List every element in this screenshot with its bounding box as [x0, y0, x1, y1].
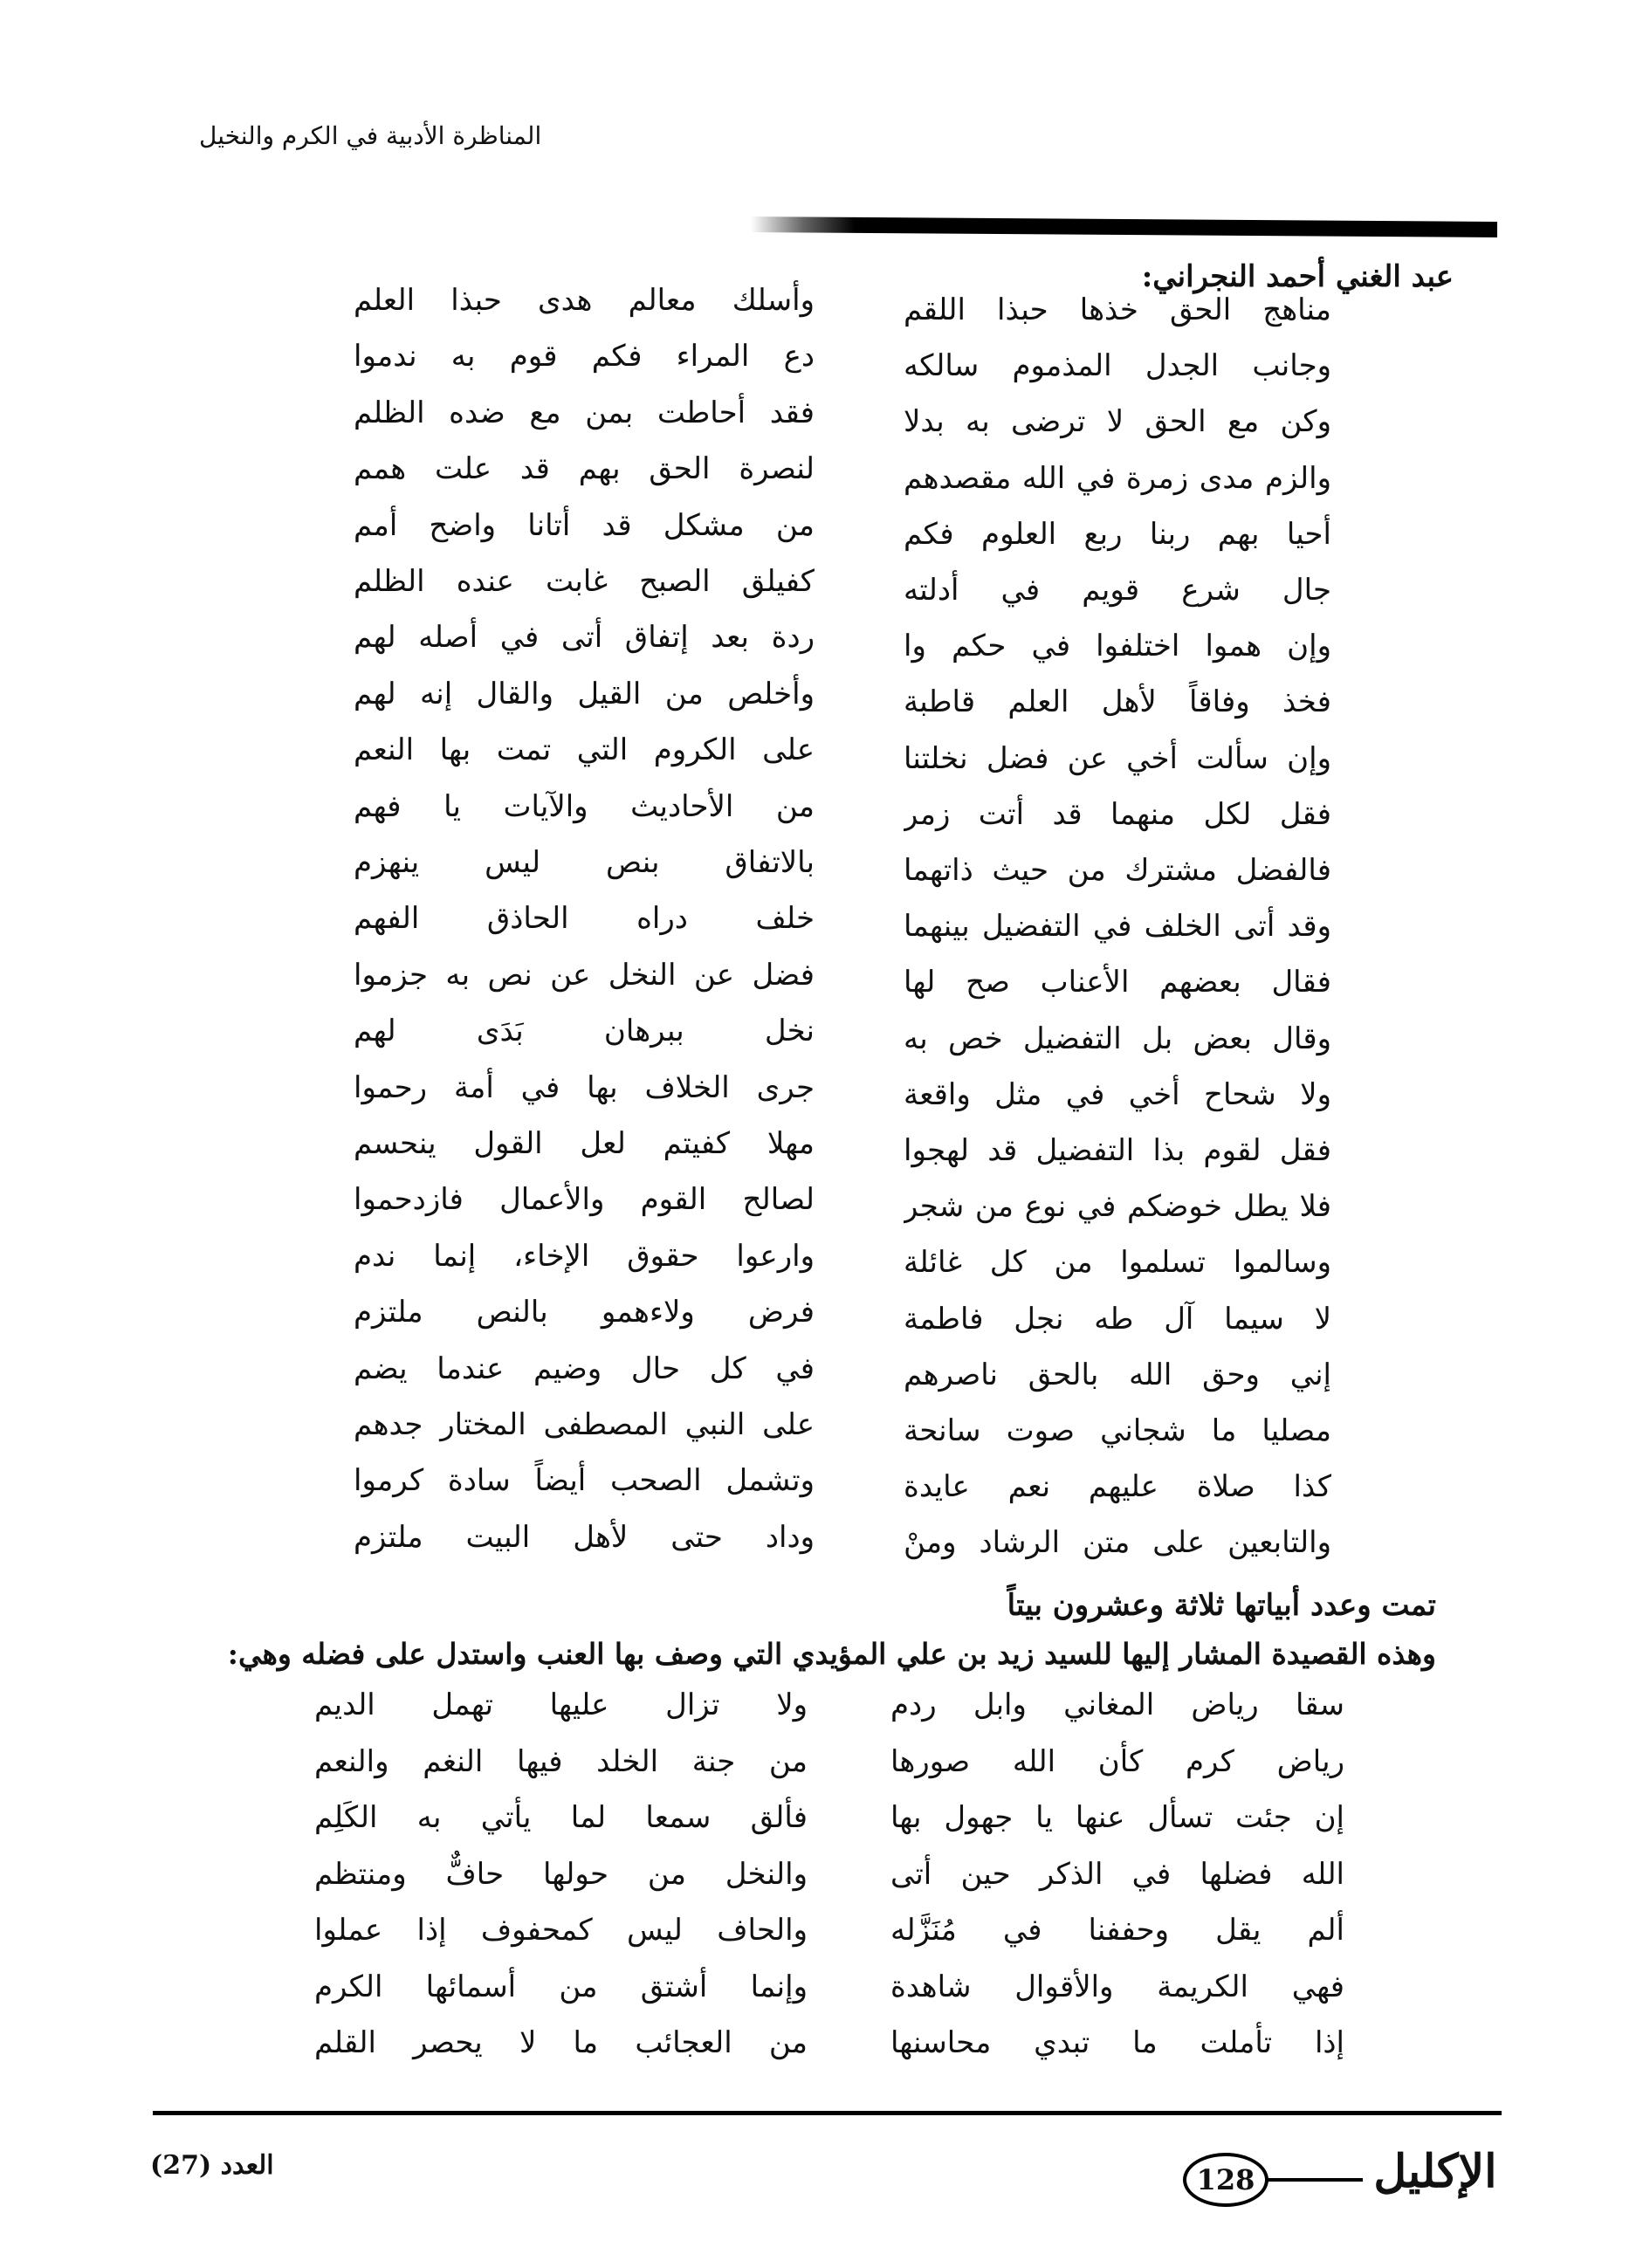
verse-line: وارعوا حقوق الإخاء، إنما ندم — [354, 1238, 815, 1274]
page-number: 128 — [1183, 2153, 1268, 2207]
verse-line: وداد حتى لأهل البيت ملتزم — [354, 1519, 815, 1555]
verse-line: إني وحق الله بالحق ناصرهم — [904, 1357, 1331, 1392]
verse-line: وكن مع الحق لا ترضى به بدلا — [904, 404, 1331, 440]
verse-line: فخذ وفاقاً لأهل العلم قاطبة — [904, 684, 1331, 720]
verse-line: سقا رياض المغاني وابل ردم — [890, 1687, 1344, 1722]
verse-line: وقد أتى الخلف في التفضيل بينهما — [904, 909, 1331, 945]
verse-line: فقل لكل منهما قد أتت زمر — [904, 796, 1331, 832]
verse-line: والحاف ليس كمحفوف إذا عملوا — [314, 1913, 808, 1948]
verse-line: جال شرع قويم في أدلته — [904, 573, 1331, 608]
verse-line: وإن سألت أخي عن فضل نخلتنا — [904, 740, 1331, 776]
verse-line: من مشكل قد أتانا واضح أمم — [354, 507, 815, 543]
verse-line: ولا شحاح أخي في مثل واقعة — [904, 1076, 1331, 1112]
verse-line: إن جئت تسأل عنها يا جهول بها — [890, 1800, 1344, 1835]
verse-line: خلف دراه الحاذق الفهم — [354, 901, 815, 937]
verse-line: فهي الكريمة والأقوال شاهدة — [890, 1969, 1344, 2004]
verse-line: الله فضلها في الذكر حين أتى — [890, 1856, 1344, 1892]
verse-line: لنصرة الحق بهم قد علت همم — [354, 451, 815, 487]
verse-line: ألم يقل وحففنا في مُنَزَّله — [890, 1913, 1344, 1948]
verse-line: كذا صلاة عليهم نعم عايدة — [904, 1469, 1331, 1505]
poem-closing-note: تمت وعدد أبياتها ثلاثة وعشرون بيتاً — [1007, 1588, 1436, 1623]
verse-line: مهلا كفيتم لعل القول ينحسم — [354, 1126, 815, 1161]
poem1-right-column — [904, 281, 1331, 1564]
footer-rule — [153, 2111, 1502, 2115]
verse-line: مناهج الحق خذها حبذا اللقم — [904, 292, 1331, 327]
verse-line: وقال بعض بل التفضيل خص به — [904, 1021, 1331, 1056]
poem2-left-column — [314, 1676, 808, 2079]
running-header: المناظرة الأدبية في الكرم والنخيل — [199, 121, 542, 150]
verse-line: في كل حال وضيم عندما يضم — [354, 1350, 815, 1386]
verse-line: لصالح القوم والأعمال فازدحموا — [354, 1182, 815, 1218]
verse-line: وأسلك معالم هدى حبذا العلم — [354, 283, 815, 318]
poem2-right-column — [890, 1676, 1344, 2079]
verse-line: والتابعين على متن الرشاد ومنْ — [904, 1525, 1331, 1561]
verse-line: ردة بعد إتفاق أتى في أصله لهم — [354, 620, 815, 656]
verse-line: من جنة الخلد فيها النغم والنعم — [314, 1743, 808, 1779]
verse-line: جرى الخلاف بها في أمة رحموا — [354, 1069, 815, 1105]
verse-line: أحيا بهم ربنا ربع العلوم فكم — [904, 516, 1331, 552]
verse-line: إذا تأملت ما تبدي محاسنها — [890, 2025, 1344, 2060]
verse-line: فضل عن النخل عن نص به جزموا — [354, 957, 815, 993]
verse-line: وإنما أشتق من أسمائها الكرم — [314, 1969, 808, 2004]
verse-line: على النبي المصطفى المختار جدهم — [354, 1407, 815, 1442]
verse-line: من العجائب ما لا يحصر القلم — [314, 2025, 808, 2060]
poem1-left-column — [354, 271, 815, 1555]
verse-line: بالاتفاق بنص ليس ينهزم — [354, 845, 815, 880]
poem2-introduction: وهذه القصيدة المشار إليها للسيد زيد بن علي المؤيدي التي وصف بها العنب واستدل على فضله وهي: — [227, 1637, 1436, 1671]
verse-line: نخل ببرهان بَدَى لهم — [354, 1014, 815, 1049]
verse-line: كفيلق الصبح غابت عنده الظلم — [354, 564, 815, 599]
verse-line: وتشمل الصحب أيضاً سادة كرموا — [354, 1463, 815, 1499]
verse-line: فالفضل مشترك من حيث ذاتهما — [904, 853, 1331, 888]
issue-number: العدد (27) — [150, 2150, 274, 2181]
verse-line: رياض كرم كأن الله صورها — [890, 1743, 1344, 1779]
verse-line: والنخل من حولها حافٌّ ومنتظم — [314, 1856, 808, 1892]
verse-line: فقد أحاطت بمن مع ضده الظلم — [354, 395, 815, 430]
verse-line: وسالموا تسلموا من كل غائلة — [904, 1245, 1331, 1281]
header-rule — [751, 216, 1497, 237]
verse-line: فقل لقوم بذا التفضيل قد لهجوا — [904, 1133, 1331, 1168]
verse-line: وإن هموا اختلفوا في حكم وا — [904, 629, 1331, 664]
verse-line: والزم مدى زمرة في الله مقصدهم — [904, 460, 1331, 496]
verse-line: لا سيما آل طه نجل فاطمة — [904, 1301, 1331, 1337]
footer-dash — [1267, 2178, 1363, 2182]
journal-logo: الإكليل — [1373, 2145, 1497, 2198]
verse-line: فرض ولاءهمو بالنص ملتزم — [354, 1295, 815, 1330]
verse-line: فقال بعضهم الأعناب صح لها — [904, 965, 1331, 1000]
verse-line: ولا تزال عليها تهمل الديم — [314, 1687, 808, 1722]
verse-line: فلا يطل خوضكم في نوع من شجر — [904, 1189, 1331, 1225]
poem-author: عبد الغني أحمد النجراني: — [1141, 259, 1454, 294]
verse-line: وجانب الجدل المذموم سالكه — [904, 348, 1331, 384]
verse-line: مصليا ما شجاني صوت سانحة — [904, 1413, 1331, 1448]
verse-line: فألق سمعا لما يأتي به الكَلِم — [314, 1800, 808, 1835]
verse-line: على الكروم التي تمت بها النعم — [354, 732, 815, 768]
verse-line: دع المراء فكم قوم به ندموا — [354, 339, 815, 375]
verse-line: وأخلص من القيل والقال إنه لهم — [354, 676, 815, 711]
verse-line: من الأحاديث والآيات يا فهم — [354, 788, 815, 824]
